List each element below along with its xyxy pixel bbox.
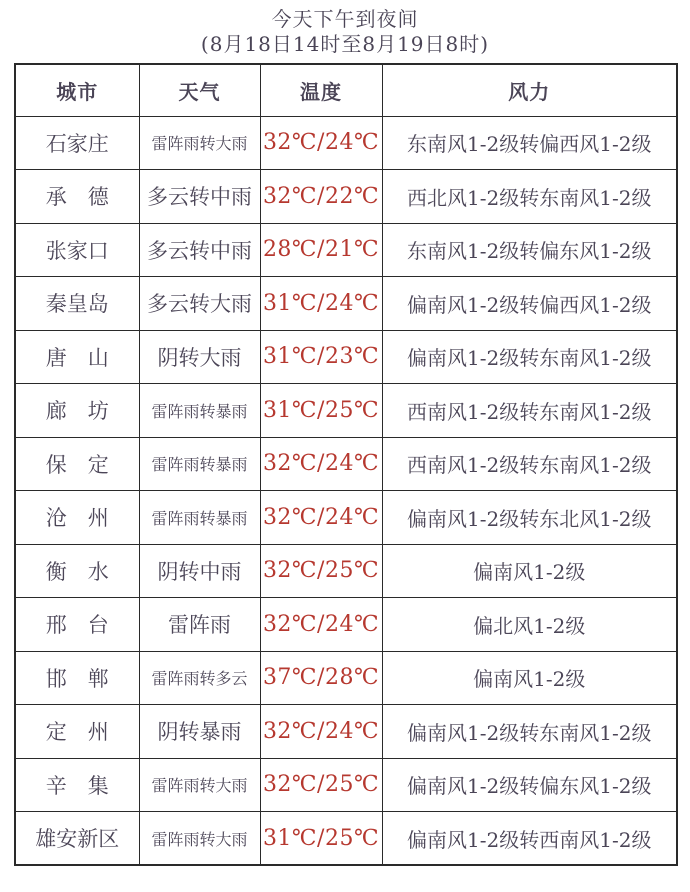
header-temperature: 温度 — [260, 64, 382, 116]
temperature-cell: 32℃/24℃ — [260, 705, 382, 759]
wind-cell: 西南风1-2级转东南风1-2级 — [382, 384, 677, 438]
weather-cell: 雷阵雨转大雨 — [139, 116, 260, 170]
city-cell: 邯 郸 — [15, 651, 139, 705]
table-body — [15, 116, 677, 865]
city-cell: 秦皇岛 — [15, 277, 139, 331]
title-period: 今天下午到夜间 — [271, 7, 419, 31]
temperature-cell: 32℃/25℃ — [260, 758, 382, 812]
temperature-cell: 31℃/25℃ — [260, 812, 382, 866]
temperature-cell: 28℃/21℃ — [260, 223, 382, 277]
forecast-table — [14, 63, 678, 866]
wind-cell: 偏南风1-2级 — [382, 651, 677, 705]
temperature-cell: 31℃/24℃ — [260, 277, 382, 331]
table-row — [15, 384, 677, 438]
temperature-cell: 32℃/24℃ — [260, 598, 382, 652]
wind-cell: 东南风1-2级转偏西风1-2级 — [382, 116, 677, 170]
wind-cell: 偏南风1-2级转西南风1-2级 — [382, 812, 677, 866]
weather-cell: 阴转大雨 — [139, 330, 260, 384]
temperature-cell: 32℃/25℃ — [260, 544, 382, 598]
weather-cell: 雷阵雨转暴雨 — [139, 384, 260, 438]
table-row — [15, 651, 677, 705]
table-row — [15, 170, 677, 224]
city-cell: 廊 坊 — [15, 384, 139, 438]
city-cell: 辛 集 — [15, 758, 139, 812]
city-cell: 雄安新区 — [15, 812, 139, 866]
city-cell: 承 德 — [15, 170, 139, 224]
city-cell: 衡 水 — [15, 544, 139, 598]
weather-cell: 雷阵雨转大雨 — [139, 758, 260, 812]
table-row — [15, 437, 677, 491]
header-city: 城市 — [15, 64, 139, 116]
temperature-cell: 32℃/24℃ — [260, 437, 382, 491]
wind-cell: 偏南风1-2级转东南风1-2级 — [382, 705, 677, 759]
city-cell: 邢 台 — [15, 598, 139, 652]
temperature-cell: 32℃/22℃ — [260, 170, 382, 224]
table-row — [15, 277, 677, 331]
wind-cell: 东南风1-2级转偏东风1-2级 — [382, 223, 677, 277]
city-cell: 张家口 — [15, 223, 139, 277]
table-row — [15, 544, 677, 598]
weather-cell: 雷阵雨 — [139, 598, 260, 652]
wind-cell: 偏南风1-2级转偏西风1-2级 — [382, 277, 677, 331]
wind-cell: 偏北风1-2级 — [382, 598, 677, 652]
weather-cell: 雷阵雨转暴雨 — [139, 437, 260, 491]
temperature-cell: 32℃/24℃ — [260, 491, 382, 545]
table-row — [15, 330, 677, 384]
table-row — [15, 705, 677, 759]
header-row — [15, 64, 677, 116]
page-title — [0, 7, 690, 57]
wind-cell: 偏南风1-2级转东南风1-2级 — [382, 330, 677, 384]
city-cell: 定 州 — [15, 705, 139, 759]
title-date-range: (8月18日14时至8月19日8时) — [200, 32, 490, 56]
wind-cell: 西南风1-2级转东南风1-2级 — [382, 437, 677, 491]
table-row — [15, 812, 677, 866]
weather-cell: 多云转中雨 — [139, 223, 260, 277]
table-row — [15, 491, 677, 545]
weather-cell: 雷阵雨转多云 — [139, 651, 260, 705]
city-cell: 唐 山 — [15, 330, 139, 384]
table-row — [15, 116, 677, 170]
temperature-cell: 37℃/28℃ — [260, 651, 382, 705]
wind-cell: 偏南风1-2级转偏东风1-2级 — [382, 758, 677, 812]
city-cell: 沧 州 — [15, 491, 139, 545]
temperature-cell: 32℃/24℃ — [260, 116, 382, 170]
weather-cell: 雷阵雨转暴雨 — [139, 491, 260, 545]
city-cell: 石家庄 — [15, 116, 139, 170]
weather-cell: 雷阵雨转大雨 — [139, 812, 260, 866]
temperature-cell: 31℃/25℃ — [260, 384, 382, 438]
table-row — [15, 598, 677, 652]
temperature-cell: 31℃/23℃ — [260, 330, 382, 384]
wind-cell: 偏南风1-2级转东北风1-2级 — [382, 491, 677, 545]
wind-cell: 西北风1-2级转东南风1-2级 — [382, 170, 677, 224]
header-weather: 天气 — [139, 64, 260, 116]
weather-cell: 多云转中雨 — [139, 170, 260, 224]
header-wind: 风力 — [382, 64, 677, 116]
weather-cell: 多云转大雨 — [139, 277, 260, 331]
wind-cell: 偏南风1-2级 — [382, 544, 677, 598]
table-row — [15, 758, 677, 812]
city-cell: 保 定 — [15, 437, 139, 491]
weather-cell: 阴转暴雨 — [139, 705, 260, 759]
weather-cell: 阴转中雨 — [139, 544, 260, 598]
table-row — [15, 223, 677, 277]
